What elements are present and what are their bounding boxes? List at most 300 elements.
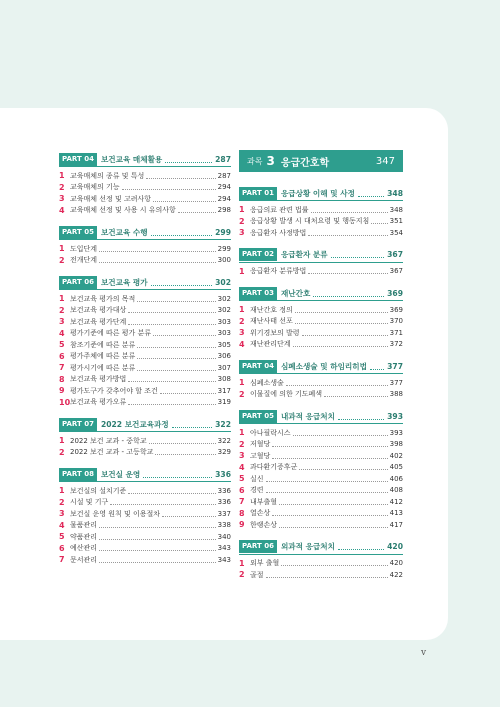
toc-entry[interactable] xyxy=(239,558,403,570)
entry-number: 1 xyxy=(59,436,65,446)
entry-title: 보건실 운영 원칙 및 이용절차 xyxy=(70,509,161,518)
entry-page-number: 393 xyxy=(389,428,403,437)
entry-number: 1 xyxy=(59,171,65,181)
part-title: 내과적 응급처치 xyxy=(280,411,335,421)
entry-page-number: 308 xyxy=(217,375,231,384)
part-header[interactable] xyxy=(239,359,403,374)
entry-title: 재난사태 선포 xyxy=(250,317,293,326)
toc-entry[interactable] xyxy=(239,439,403,451)
entry-number: 2 xyxy=(59,305,65,315)
leader-dots xyxy=(266,476,388,482)
entry-title: 평가주체에 따른 분류 xyxy=(70,352,136,361)
entry-title: 문서관리 xyxy=(70,555,98,564)
entry-number: 5 xyxy=(59,340,65,350)
entry-title: 실신 xyxy=(250,474,264,483)
entry-page-number: 317 xyxy=(217,386,231,395)
entry-number: 2 xyxy=(239,439,245,449)
toc-part-section xyxy=(239,186,403,239)
entry-number: 1 xyxy=(239,558,245,568)
entry-page-number: 287 xyxy=(217,171,231,180)
entry-number: 6 xyxy=(59,351,65,361)
toc-entry[interactable] xyxy=(59,362,231,374)
toc-entry[interactable] xyxy=(239,204,403,216)
leader-dots xyxy=(302,330,388,336)
entry-page-number: 338 xyxy=(217,521,231,530)
toc-part-section xyxy=(239,540,403,581)
entry-number: 1 xyxy=(239,428,245,438)
entry-title: 교육매체의 기능 xyxy=(70,183,120,192)
subject-header[interactable] xyxy=(239,150,403,172)
part-tag: PART 01 xyxy=(239,187,277,200)
entry-title: 보건교육 평가대상 xyxy=(70,306,127,315)
entry-title: 참조기준에 따른 분류 xyxy=(70,340,136,349)
entry-page-number: 372 xyxy=(389,340,403,349)
part-title: 보건교육 평가 xyxy=(100,277,148,287)
toc-entry[interactable] xyxy=(239,227,403,239)
part-page-number: 393 xyxy=(387,411,403,421)
leader-dots xyxy=(99,545,216,551)
toc-entry[interactable] xyxy=(239,427,403,439)
toc-entry[interactable] xyxy=(59,243,231,255)
entry-page-number: 299 xyxy=(217,244,231,253)
toc-part-section xyxy=(239,409,403,531)
toc-part-section xyxy=(59,275,231,408)
entry-page-number: 405 xyxy=(389,463,403,472)
entry-number: 6 xyxy=(59,543,65,553)
leader-dots xyxy=(146,173,215,179)
part-tag: PART 05 xyxy=(239,410,277,423)
entry-title: 2022 보건 교과 - 중학교 xyxy=(70,436,147,445)
toc-right-column xyxy=(239,150,403,581)
part-title: 보건교육 수행 xyxy=(100,227,148,237)
entry-number: 1 xyxy=(59,294,65,304)
entry-page-number: 294 xyxy=(217,194,231,203)
leader-dots xyxy=(99,534,216,540)
entry-number: 2 xyxy=(59,182,65,192)
toc-left-column xyxy=(59,152,231,566)
leader-dots xyxy=(153,330,216,336)
entry-title: 평가기준에 따른 평가 분류 xyxy=(70,329,152,338)
toc-entry[interactable] xyxy=(59,339,231,351)
part-page-number: 367 xyxy=(387,250,403,259)
leader-dots xyxy=(295,318,388,324)
part-page-number: 322 xyxy=(215,419,231,429)
toc-entry[interactable] xyxy=(59,293,231,305)
toc-part-section xyxy=(239,248,403,278)
leader-dots xyxy=(178,207,216,213)
toc-entry[interactable] xyxy=(59,193,231,205)
leader-dots xyxy=(122,184,216,190)
entry-title: 외부 출혈 xyxy=(250,559,280,568)
entry-page-number: 351 xyxy=(389,217,403,226)
entry-number: 7 xyxy=(59,555,65,565)
part-header[interactable] xyxy=(239,409,403,424)
entry-title: 보건교육 평가단계 xyxy=(70,317,127,326)
part-header[interactable] xyxy=(59,152,231,167)
leader-dots xyxy=(281,560,387,566)
entry-number: 1 xyxy=(239,378,245,388)
part-header[interactable] xyxy=(59,275,231,290)
toc-entry[interactable] xyxy=(239,519,403,531)
toc-entry[interactable] xyxy=(59,170,231,182)
entry-number: 7 xyxy=(239,497,245,507)
part-title: 응급환자 분류 xyxy=(280,250,328,259)
leader-dots xyxy=(331,251,385,258)
entry-number: 2 xyxy=(239,216,245,226)
entry-page-number: 298 xyxy=(217,206,231,215)
entry-title: 약품관리 xyxy=(70,532,98,541)
entry-page-number: 413 xyxy=(389,509,403,518)
entry-title: 내부출혈 xyxy=(250,497,278,506)
leader-dots xyxy=(266,487,388,493)
leader-dots xyxy=(358,190,384,197)
leader-dots xyxy=(172,421,212,428)
leader-dots xyxy=(299,464,387,470)
toc-entry[interactable] xyxy=(239,316,403,328)
entry-page-number: 370 xyxy=(389,317,403,326)
entry-page-number: 302 xyxy=(217,294,231,303)
toc-part-section xyxy=(59,467,231,566)
entry-page-number: 306 xyxy=(217,352,231,361)
entry-title: 보건교육 평가방법 xyxy=(70,375,127,384)
toc-entry[interactable] xyxy=(59,435,231,447)
part-page-number: 348 xyxy=(387,188,403,198)
entry-number: 3 xyxy=(239,328,245,338)
entry-title: 교육매체의 종류 및 특성 xyxy=(70,171,145,180)
part-header[interactable] xyxy=(59,417,231,432)
entry-number: 4 xyxy=(59,328,65,338)
entry-page-number: 417 xyxy=(389,520,403,529)
entry-page-number: 371 xyxy=(389,328,403,337)
leader-dots xyxy=(149,438,216,444)
toc-entry[interactable] xyxy=(59,182,231,194)
entry-title: 위기경보의 발령 xyxy=(250,328,300,337)
entry-title: 저혈당 xyxy=(250,440,271,449)
entry-title: 전개단계 xyxy=(70,256,98,265)
leader-dots xyxy=(286,380,388,386)
entry-number: 3 xyxy=(59,509,65,519)
entry-page-number: 354 xyxy=(389,228,403,237)
leader-dots xyxy=(99,246,216,252)
entry-page-number: 337 xyxy=(217,509,231,518)
leader-dots xyxy=(266,572,388,578)
entry-number: 4 xyxy=(239,462,245,472)
part-page-number: 302 xyxy=(215,277,231,287)
entry-title: 교육매체 선정 및 사용 시 유의사항 xyxy=(70,206,176,215)
entry-number: 4 xyxy=(59,205,65,215)
leader-dots xyxy=(155,449,215,455)
entry-number: 2 xyxy=(239,570,245,580)
toc-entry[interactable] xyxy=(239,389,403,401)
entry-number: 1 xyxy=(239,305,245,315)
toc-entry[interactable] xyxy=(239,496,403,508)
entry-page-number: 412 xyxy=(389,497,403,506)
part-title: 재난간호 xyxy=(280,288,311,298)
entry-number: 2 xyxy=(59,447,65,457)
toc-entry[interactable] xyxy=(59,520,231,532)
entry-title: 열손상 xyxy=(250,509,271,518)
entry-number: 5 xyxy=(59,532,65,542)
entry-page-number: 367 xyxy=(389,267,403,276)
entry-page-number: 420 xyxy=(389,559,403,568)
entry-title: 물품관리 xyxy=(70,521,98,530)
entry-number: 9 xyxy=(239,520,245,530)
leader-dots xyxy=(324,391,388,397)
entry-number: 8 xyxy=(59,374,65,384)
entry-page-number: 377 xyxy=(389,378,403,387)
toc-entry[interactable] xyxy=(59,385,231,397)
part-tag: PART 04 xyxy=(59,153,97,166)
part-tag: PART 06 xyxy=(239,540,277,553)
entry-page-number: 319 xyxy=(217,398,231,407)
leader-dots xyxy=(338,543,384,550)
leader-dots xyxy=(295,307,388,313)
entry-number: 1 xyxy=(239,266,245,276)
leader-dots xyxy=(338,413,384,420)
entry-page-number: 343 xyxy=(217,555,231,564)
entry-page-number: 388 xyxy=(389,390,403,399)
leader-dots xyxy=(311,207,388,213)
toc-entry[interactable] xyxy=(239,473,403,485)
leader-dots xyxy=(308,268,387,274)
entry-number: 4 xyxy=(59,520,65,530)
entry-number: 1 xyxy=(59,244,65,254)
entry-page-number: 307 xyxy=(217,363,231,372)
leader-dots xyxy=(370,363,384,370)
entry-page-number: 422 xyxy=(389,570,403,579)
toc-entry[interactable] xyxy=(239,304,403,316)
leader-dots xyxy=(143,471,212,478)
entry-title: 응급환자 분류방법 xyxy=(250,267,307,276)
toc-entry[interactable] xyxy=(59,305,231,317)
leader-dots xyxy=(272,453,387,459)
entry-title: 예산관리 xyxy=(70,544,98,553)
part-title: 보건실 운영 xyxy=(100,469,141,479)
entry-number: 1 xyxy=(59,486,65,496)
entry-page-number: 336 xyxy=(217,486,231,495)
entry-title: 고혈당 xyxy=(250,451,271,460)
leader-dots xyxy=(137,296,215,302)
entry-title: 응급환자 사정방법 xyxy=(250,228,307,237)
leader-dots xyxy=(272,441,387,447)
leader-dots xyxy=(128,376,215,382)
entry-number: 9 xyxy=(59,386,65,396)
part-header[interactable] xyxy=(239,186,403,201)
toc-entry[interactable] xyxy=(59,554,231,566)
entry-number: 2 xyxy=(59,255,65,265)
leader-dots xyxy=(128,488,215,494)
leader-dots xyxy=(151,229,213,236)
entry-page-number: 302 xyxy=(217,306,231,315)
part-page-number: 287 xyxy=(215,154,231,164)
subject-title: 응급간호학 xyxy=(280,157,330,169)
leader-dots xyxy=(137,353,215,359)
toc-entry[interactable] xyxy=(239,327,403,339)
toc-entry[interactable] xyxy=(59,485,231,497)
entry-title: 경련 xyxy=(250,486,264,495)
leader-dots xyxy=(371,218,387,224)
entry-page-number: 398 xyxy=(389,440,403,449)
toc-entry[interactable] xyxy=(59,447,231,459)
entry-title: 평가도구가 갖추어야 할 조건 xyxy=(70,386,158,395)
part-header[interactable] xyxy=(239,540,403,555)
entry-page-number: 300 xyxy=(217,256,231,265)
toc-part-section xyxy=(59,225,231,266)
entry-title: 보건교육 평가의 목적 xyxy=(70,294,136,303)
entry-page-number: 343 xyxy=(217,544,231,553)
toc-entry[interactable] xyxy=(59,255,231,267)
entry-title: 과다환기증후군 xyxy=(250,463,298,472)
part-page-number: 336 xyxy=(215,469,231,479)
part-header[interactable] xyxy=(59,225,231,240)
entry-number: 6 xyxy=(239,485,245,495)
entry-number: 5 xyxy=(239,474,245,484)
leader-dots xyxy=(165,156,212,163)
part-tag: PART 07 xyxy=(59,418,97,431)
part-page-number: 299 xyxy=(215,227,231,237)
leader-dots xyxy=(313,290,384,297)
toc-entry[interactable] xyxy=(239,508,403,520)
toc-entry[interactable] xyxy=(59,543,231,555)
part-header[interactable] xyxy=(59,467,231,482)
part-tag: PART 03 xyxy=(239,287,277,300)
entry-number: 8 xyxy=(239,508,245,518)
entry-title: 심폐소생술 xyxy=(250,378,284,387)
entry-title: 교육매체 선정 및 고려사항 xyxy=(70,194,152,203)
entry-number: 2 xyxy=(59,497,65,507)
leader-dots xyxy=(279,522,388,528)
entry-number: 3 xyxy=(239,451,245,461)
entry-page-number: 322 xyxy=(217,436,231,445)
part-tag: PART 04 xyxy=(239,360,277,373)
toc-entry[interactable] xyxy=(239,485,403,497)
part-header[interactable] xyxy=(239,248,403,263)
leader-dots xyxy=(308,230,387,236)
entry-page-number: 402 xyxy=(389,451,403,460)
part-page-number: 420 xyxy=(387,542,403,551)
entry-title: 평가시기에 따른 분류 xyxy=(70,363,136,372)
toc-part-section xyxy=(239,359,403,400)
entry-page-number: 348 xyxy=(389,205,403,214)
part-title: 외과적 응급처치 xyxy=(280,542,335,551)
toc-entry[interactable] xyxy=(239,266,403,278)
part-page-number: 377 xyxy=(387,361,403,371)
entry-page-number: 305 xyxy=(217,340,231,349)
entry-page-number: 303 xyxy=(217,329,231,338)
leader-dots xyxy=(110,499,215,505)
entry-title: 이물질에 의한 기도폐색 xyxy=(250,390,323,399)
leader-dots xyxy=(128,319,215,325)
toc-part-section xyxy=(59,417,231,458)
part-tag: PART 06 xyxy=(59,276,97,289)
entry-number: 2 xyxy=(239,389,245,399)
entry-number: 10 xyxy=(59,397,71,407)
leader-dots xyxy=(128,399,215,405)
subject-page: 347 xyxy=(375,155,395,167)
entry-title: 재난간호 정의 xyxy=(250,305,293,314)
toc-entry[interactable] xyxy=(239,569,403,581)
entry-title: 보건교육 평가오류 xyxy=(70,398,127,407)
leader-dots xyxy=(151,279,213,286)
toc-part-section xyxy=(239,286,403,350)
entry-page-number: 406 xyxy=(389,474,403,483)
entry-number: 2 xyxy=(239,316,245,326)
leader-dots xyxy=(99,557,216,563)
leader-dots xyxy=(279,499,388,505)
toc-entry[interactable] xyxy=(59,328,231,340)
part-header[interactable] xyxy=(239,286,403,301)
entry-title: 2022 보건 교과 - 고등학교 xyxy=(70,448,154,457)
toc-entry[interactable] xyxy=(59,205,231,217)
toc-entry[interactable] xyxy=(239,450,403,462)
part-title: 심폐소생술 및 하임리히법 xyxy=(280,361,367,371)
entry-page-number: 369 xyxy=(389,305,403,314)
entry-title: 보건실의 설치기준 xyxy=(70,486,127,495)
subject-number: 3 xyxy=(266,154,275,168)
leader-dots xyxy=(137,365,215,371)
toc-entry[interactable] xyxy=(59,316,231,328)
leader-dots xyxy=(128,307,215,313)
part-title: 보건교육 매체활용 xyxy=(100,154,163,164)
toc-entry[interactable] xyxy=(239,339,403,351)
entry-number: 4 xyxy=(239,339,245,349)
toc-entry[interactable] xyxy=(239,216,403,228)
leader-dots xyxy=(160,388,216,394)
entry-number: 3 xyxy=(239,228,245,238)
subject-keyword: 과목 xyxy=(247,156,263,166)
part-tag: PART 05 xyxy=(59,226,97,239)
leader-dots xyxy=(293,341,388,347)
page-number: v xyxy=(421,648,427,658)
entry-title: 응급상황 발생 시 대처요령 및 행동지침 xyxy=(250,217,370,226)
right-sections xyxy=(239,186,403,581)
entry-page-number: 408 xyxy=(389,486,403,495)
entry-page-number: 340 xyxy=(217,532,231,541)
part-tag: PART 02 xyxy=(239,248,277,261)
toc-entry[interactable] xyxy=(59,531,231,543)
part-tag: PART 08 xyxy=(59,468,97,481)
entry-page-number: 336 xyxy=(217,498,231,507)
part-page-number: 369 xyxy=(387,288,403,298)
toc-entry[interactable] xyxy=(59,351,231,363)
toc-entry[interactable] xyxy=(59,397,231,409)
toc-entry[interactable] xyxy=(239,377,403,389)
entry-title: 한랭손상 xyxy=(250,520,278,529)
toc-part-section xyxy=(59,152,231,216)
toc-entry[interactable] xyxy=(59,374,231,386)
toc-entry[interactable] xyxy=(59,508,231,520)
leader-dots xyxy=(153,196,216,202)
entry-number: 1 xyxy=(239,205,245,215)
entry-title: 재난관리단계 xyxy=(250,340,291,349)
part-title: 응급상황 이해 및 사정 xyxy=(280,188,355,198)
entry-title: 도입단계 xyxy=(70,244,98,253)
leader-dots xyxy=(99,257,216,263)
entry-title: 아나필락시스 xyxy=(250,428,291,437)
leader-dots xyxy=(137,342,215,348)
entry-number: 3 xyxy=(59,194,65,204)
entry-title: 응급의료 관련 법률 xyxy=(250,205,309,214)
entry-title: 골절 xyxy=(250,570,264,579)
toc-entry[interactable] xyxy=(59,497,231,509)
entry-number: 3 xyxy=(59,317,65,327)
entry-page-number: 329 xyxy=(217,448,231,457)
leader-dots xyxy=(162,511,216,517)
part-title: 2022 보건교육과정 xyxy=(100,419,169,429)
leader-dots xyxy=(293,430,388,436)
leader-dots xyxy=(99,522,216,528)
toc-entry[interactable] xyxy=(239,462,403,474)
